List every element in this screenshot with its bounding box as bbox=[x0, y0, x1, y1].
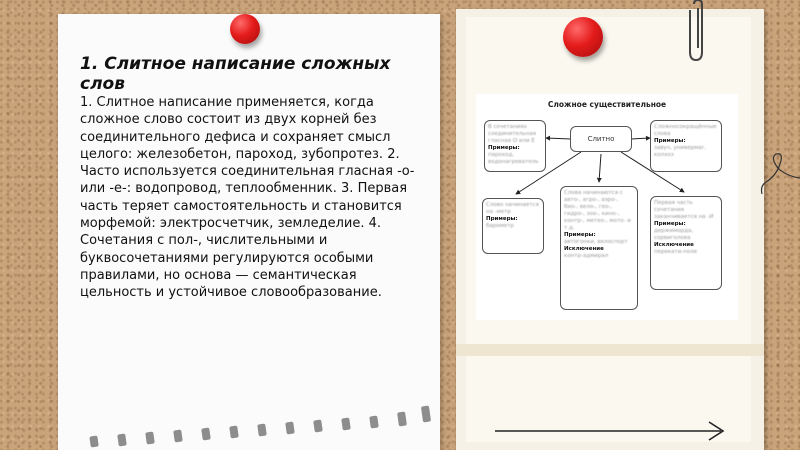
box-right-top-examples: завуч, универмаг, колхоз bbox=[654, 145, 707, 158]
string-swirl-icon bbox=[756, 148, 800, 198]
box-right-top-text: Сложносокращённые слова bbox=[654, 124, 717, 137]
box-left-mid-examples: барометр bbox=[486, 223, 514, 229]
box-left-mid-text: Слово начинается на -метр bbox=[486, 202, 539, 215]
box-center-mid-text: Слова начинаются с авто-, агро-, аэро-, био-, вело-, гео-, гидро-, зоо-, кино-, контр-, метео-, мото- и т.д. bbox=[564, 190, 631, 231]
grammar-diagram bbox=[476, 94, 738, 320]
box-left-mid bbox=[482, 198, 544, 254]
box-center-mid-exception-label: Исключение bbox=[564, 246, 604, 252]
box-right-mid-exception-label: Исключение bbox=[654, 242, 694, 248]
box-left-mid-examples-label: Примеры: bbox=[486, 216, 518, 222]
body-paragraph: 1. Слитное написание применяется, когда сложное слово состоит из двух корней без соединительного дефиса и сохраняет смысл целого: железобетон, пароход, зубопротез. 2. Часто используется соединительная гласная -о- или -е-: водопровод, теплообменник. 3. Первая часть теряет самостоятельность и становится морфемой: электросчетчик, земледелие. 4. Сочетания с пол-, числительными и буквосочетаниями регулируются особыми правилами, но основа — семантическая цельность и устойчивое словообразование. bbox=[80, 95, 415, 301]
box-center-mid-exception: контр-адмирал bbox=[564, 253, 609, 259]
box-right-top-examples-label: Примеры: bbox=[654, 138, 686, 144]
box-center-mid-examples-label: Примеры: bbox=[564, 232, 596, 238]
box-right-mid bbox=[650, 196, 722, 290]
box-left-top-text: В сочетаниях соединительная гласная О или Е bbox=[488, 124, 536, 144]
arrow-right-icon bbox=[495, 420, 727, 442]
red-pushpin-icon bbox=[230, 14, 260, 44]
box-center-mid-examples: автогонки, велоспорт bbox=[564, 239, 628, 245]
box-right-mid-exception: перекати-поле bbox=[654, 249, 698, 255]
box-right-top bbox=[650, 120, 722, 172]
perforation-marks bbox=[88, 398, 438, 450]
paperclip-icon bbox=[686, 0, 710, 62]
box-right-mid-text: Первая часть сочетания заканчивается на -И bbox=[654, 200, 714, 220]
center-box-label: Слитно bbox=[587, 135, 615, 143]
box-left-top-examples-label: Примеры: bbox=[488, 145, 520, 151]
page-title: 1. Слитное написание сложных слов bbox=[80, 54, 391, 94]
box-center-mid bbox=[560, 186, 638, 310]
paper-fold-strip bbox=[456, 344, 764, 356]
diagram-title: Сложное существительное bbox=[547, 100, 667, 109]
box-left-top bbox=[484, 120, 546, 172]
box-left-top-examples: пароход, водонагреватель bbox=[488, 152, 539, 165]
red-pushpin-icon bbox=[563, 17, 603, 57]
box-right-mid-examples: держиморда, сорвиголова bbox=[654, 228, 694, 241]
center-box bbox=[570, 126, 632, 152]
box-right-mid-examples-label: Примеры: bbox=[654, 221, 686, 227]
